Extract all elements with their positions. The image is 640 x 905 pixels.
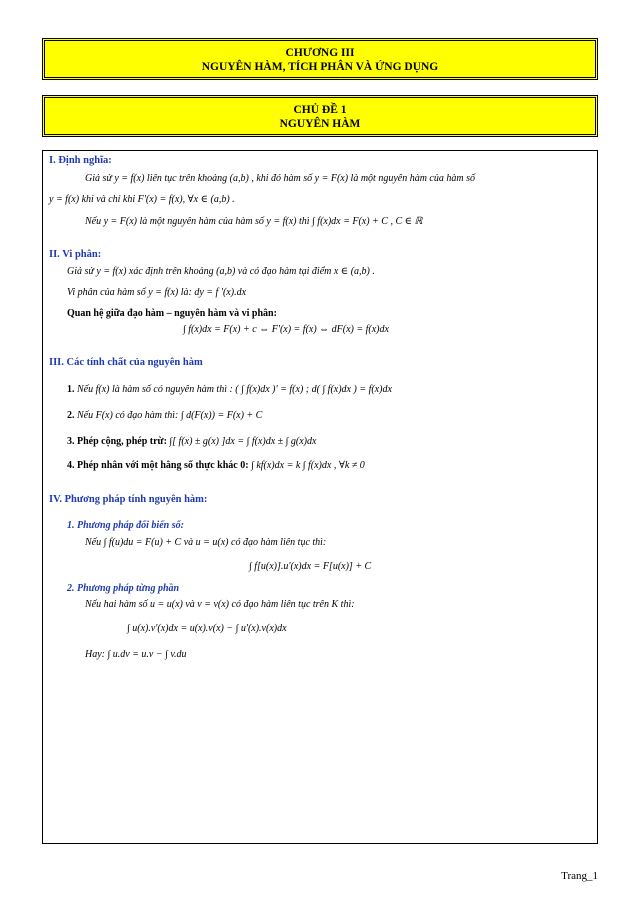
method-2-line-1: Nếu hai hàm số u = u(x) và v = v(x) có đạo hàm liên tục trên K thì: xyxy=(85,599,355,610)
section-1-heading: I. Định nghĩa: xyxy=(49,155,112,166)
property-2-label: 2. xyxy=(67,410,75,421)
method-1-title: 1. Phương pháp đổi biến số: xyxy=(67,520,184,531)
property-2 xyxy=(67,410,262,421)
section-3-heading: III. Các tính chất của nguyên hàm xyxy=(49,357,203,368)
chapter-title: CHƯƠNG III xyxy=(285,47,355,59)
method-2-title: 2. Phương pháp từng phần xyxy=(67,583,180,594)
property-3 xyxy=(67,436,316,447)
section-2-heading: II. Vi phân: xyxy=(49,249,102,260)
section-4-heading: IV. Phương pháp tính nguyên hàm: xyxy=(49,494,208,505)
property-3-text: ∫[ f(x) ± g(x) ]dx = ∫ f(x)dx ± ∫ g(x)dx xyxy=(169,436,317,447)
property-4-text: ∫ kf(x)dx = k ∫ f(x)dx , ∀k ≠ 0 xyxy=(251,460,365,471)
section-1-line-3: Nếu y = F(x) là một nguyên hàm của hàm số y = f(x) thì ∫ f(x)dx = F(x) + C , C ∈ ℝ xyxy=(85,216,423,227)
property-4-label: 4. Phép nhân với một hằng số thực khác 0: xyxy=(67,460,249,471)
section-1-line-1: Giả sử y = f(x) liên tục trên khoảng (a,b) , khi đó hàm số y = F(x) là một nguyên hàm của hàm số xyxy=(85,173,475,184)
method-2-line-3: Hay: ∫ u.dv = u.v − ∫ v.du xyxy=(85,649,187,660)
topic-subtitle: NGUYÊN HÀM xyxy=(279,118,361,130)
page-number: Trang_1 xyxy=(561,870,598,882)
section-2-line-2: Vi phân của hàm số y = f(x) là: dy = f '(x).dx xyxy=(67,287,247,298)
section-2-formula: ∫ f(x)dx = F(x) + c ⇔ F'(x) = f(x) ⇔ dF(x) = f(x)dx xyxy=(183,324,389,335)
property-4 xyxy=(67,460,365,471)
section-2-line-3: Quan hệ giữa đạo hàm – nguyên hàm và vi phân: xyxy=(67,308,277,319)
method-1-formula: ∫ f[u(x)].u'(x)dx = F[u(x)] + C xyxy=(249,561,372,572)
method-2-formula: ∫ u(x).v'(x)dx = u(x).v(x) − ∫ u'(x).v(x)dx xyxy=(127,623,287,634)
method-1-line-1: Nếu ∫ f(u)du = F(u) + C và u = u(x) có đạo hàm liên tục thì: xyxy=(85,537,327,548)
topic-title: CHỦ ĐỀ 1 xyxy=(293,104,347,116)
property-2-text: Nếu F(x) có đạo hàm thì: ∫ d(F(x)) = F(x) + C xyxy=(77,410,263,421)
property-1 xyxy=(67,384,392,395)
property-1-label: 1. xyxy=(67,384,75,395)
content-box xyxy=(42,150,598,844)
chapter-subtitle: NGUYÊN HÀM, TÍCH PHÂN VÀ ỨNG DỤNG xyxy=(201,61,439,73)
section-1-line-2: y = f(x) khi và chỉ khi F'(x) = f(x), ∀x ∈ (a,b) . xyxy=(49,194,235,205)
chapter-banner xyxy=(42,38,598,80)
property-3-label: 3. Phép cộng, phép trừ: xyxy=(67,436,167,447)
topic-banner xyxy=(42,95,598,137)
section-2-line-1: Giả sử y = f(x) xác định trên khoảng (a,b) và có đạo hàm tại điểm x ∈ (a,b) . xyxy=(67,266,375,277)
property-1-text: Nếu f(x) là hàm số có nguyên hàm thì : ( ∫ f(x)dx )' = f(x) ; d( ∫ f(x)dx ) = f(x)dx xyxy=(77,384,392,395)
